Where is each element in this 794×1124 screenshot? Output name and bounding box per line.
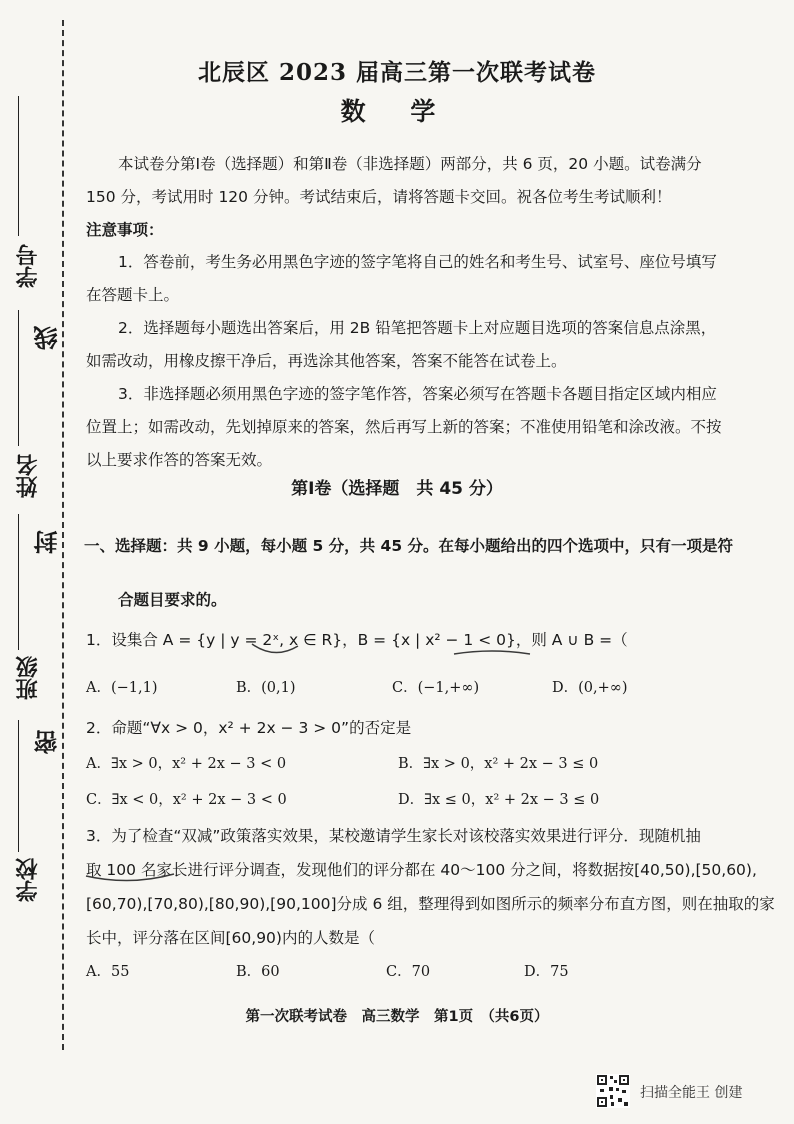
q1-option-a: A．(−1,1) [86,680,158,696]
seal-seal-char: 封 [33,530,62,554]
class-blank [18,514,19,650]
scanner-watermark: 扫描全能王 创建 [640,1085,743,1101]
question-3-stem-line-4: 长中，评分落在区间[60,90)内的人数是（ [86,929,375,947]
note-item-1: 1．答卷前，考生务必用黑色字迹的签字笔将自己的姓名和考生号、试室号、座位号填写在答题卡上。 [86,253,717,304]
seal-line-char: 线 [33,326,62,350]
question-3-stem-line-1: 3．为了检查“双减”政策落实效果，某校邀请学生家长对该校落实效果进行评分．现随机抽 [86,827,701,845]
subject-title: 数 学 [340,97,454,126]
notes-heading: 注意事项： [86,221,164,239]
seal-secret-char: 密 [33,730,62,754]
part1-instructions-cont: 合题目要求的。 [118,591,227,609]
school-label: 学校 [15,858,41,902]
pencil-underline-mark [250,640,300,660]
class-label: 班级 [15,656,41,700]
question-2-stem: 2．命题“∀x > 0，x² + 2x − 3 > 0”的否定是 [86,719,412,737]
question-3-stem-line-2: 取 100 名家长进行评分调查，发现他们的评分都在 40～100 分之间，将数据按[40,50),[50,60), [86,861,757,879]
name-blank [18,310,19,446]
student-id-label: 学号 [15,244,41,288]
exam-intro: 本试卷分第Ⅰ卷（选择题）和第Ⅱ卷（非选择题）两部分，共 6 页，20 小题。试卷满分 150 分，考试用时 120 分钟。考试结束后，请将答题卡交回。祝各位考生考试顺利！ [86,155,702,206]
question-3-stem-line-3: [60,70),[70,80),[80,90),[90,100]分成 6 组，整理得到如图所示的频率分布直方图，则在抽取的家 [86,895,775,913]
pencil-underline-mark [84,870,176,886]
pencil-underline-mark [452,646,532,660]
q1-option-b: B．(0,1) [236,680,296,696]
q1-option-d: D．(0,+∞) [552,680,628,696]
exam-title: 北辰区 2023 届高三第一次联考试卷 [197,59,597,86]
q2-option-b: B．∃x > 0，x² + 2x − 3 ≤ 0 [398,756,599,772]
section-title: 第Ⅰ卷（选择题 共 45 分） [291,479,503,499]
name-label: 姓名 [15,454,41,498]
q2-option-c: C．∃x < 0，x² + 2x − 3 < 0 [86,792,287,808]
question-1-stem: 1．设集合 A = {y | y = 2ˣ, x ∈ R}，B = {x | x² − 1 < 0}，则 A ∪ B =（ [86,631,628,649]
q3-option-c: C．70 [386,964,431,980]
part1-instructions: 一、选择题：共 9 小题，每小题 5 分，共 45 分。在每小题给出的四个选项中，只有一项是符 [84,537,734,555]
q1-option-c: C．(−1,+∞) [392,680,480,696]
qr-code-icon [596,1074,630,1108]
q2-option-d: D．∃x ≤ 0，x² + 2x − 3 ≤ 0 [398,792,600,808]
note-item-2: 2．选择题每小题选出答案后，用 2B 铅笔把答题卡上对应题目选项的答案信息点涂黑，如需改动，用橡皮擦干净后，再选涂其他答案，答案不能答在试卷上。 [86,319,717,370]
note-item-3: 3．非选择题必须用黑色字迹的签字笔作答，答案必须写在答题卡各题目指定区域内相应位置上；如需改动，先划掉原来的答案，然后再写上新的答案；不准使用铅笔和涂改液。不按以上要求作答的答案无效。 [86,385,722,469]
q3-option-a: A．55 [86,964,130,980]
q3-option-b: B．60 [236,964,280,980]
q3-option-d: D．75 [524,964,569,980]
school-blank [18,720,19,852]
q2-option-a: A．∃x > 0，x² + 2x − 3 < 0 [86,756,287,772]
page-footer: 第一次联考试卷 高三数学 第1页 （共6页） [245,1009,549,1025]
